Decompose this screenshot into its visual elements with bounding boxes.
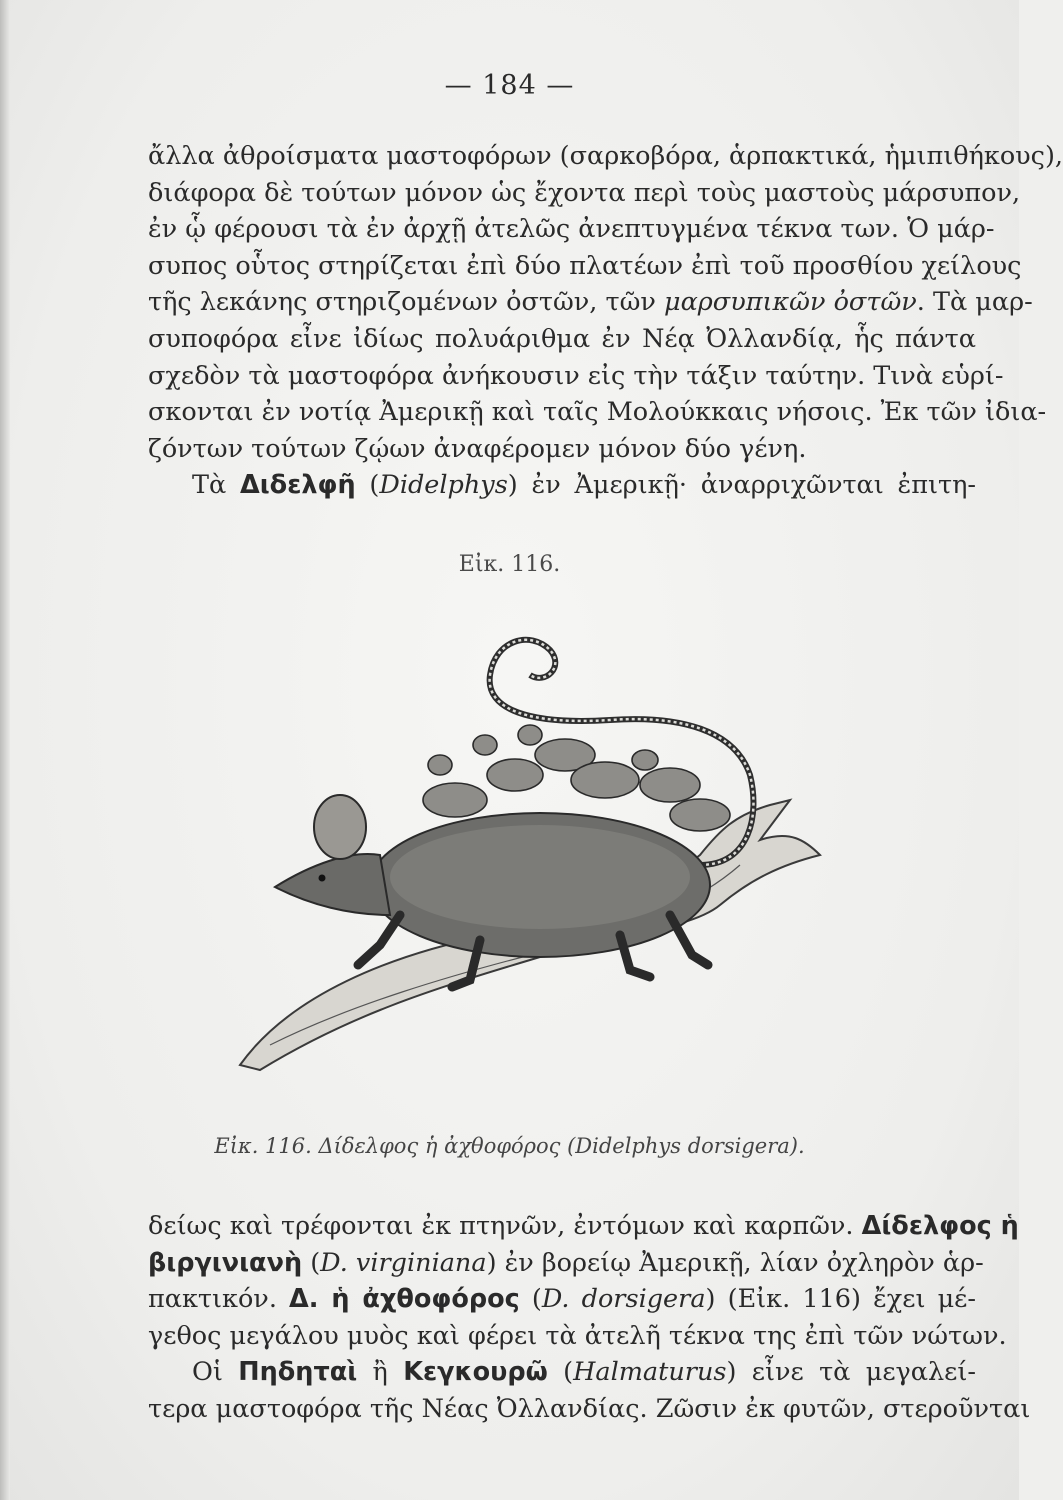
text-line: τερα μαστοφόρα τῆς Νέας Ὀλλανδίας. Ζῶσιν ἐκ φυτῶν, στεροῦνται xyxy=(148,1393,1031,1424)
page-number: — 184 — xyxy=(444,70,575,101)
bold-genus-name: Πηδηταὶ xyxy=(238,1357,358,1388)
bold-species-name: Δίδελφος ἡ xyxy=(861,1211,1019,1241)
opossum-illustration xyxy=(230,615,820,1085)
text-line: σχεδὸν τὰ μαστοφόρα ἀνήκουσιν εἰς τὴν τάξιν ταύτην. Τινὰ εὑρί- xyxy=(148,360,1004,391)
text-line: ζόντων τούτων ζῴων ἀναφέρομεν μόνον δύο γένη. xyxy=(148,433,807,464)
text-line: δείως καὶ τρέφονται ἐκ πτηνῶν, ἐντόμων καὶ καρπῶν. Δίδελφος ἡ xyxy=(148,1211,1019,1241)
figure-caption: Εἰκ. 116. Δίδελφος ἡ ἀχθοφόρος (Didelphys dorsigera). xyxy=(214,1134,805,1158)
bold-species-name: Δ. ἡ ἀχθοφόρος xyxy=(289,1284,520,1315)
bold-species-name: βιργινιανὴ xyxy=(148,1247,303,1278)
text-line: πακτικόν. Δ. ἡ ἀχθοφόρος (D. dorsigera) (Εἰκ. 116) ἔχει μέ- xyxy=(148,1284,976,1315)
bold-genus-name: Διδελφῆ xyxy=(240,470,356,501)
text-line: συπος οὗτος στηρίζεται ἐπὶ δύο πλατέων ἐπὶ τοῦ προσθίου χείλους xyxy=(148,250,1022,281)
italic-latin-name: D. virginiana xyxy=(320,1247,487,1278)
text-line: Τὰ Διδελφῆ (Didelphys) ἐν Ἀμερικῇ· ἀναρριχῶνται ἐπιτη- xyxy=(192,470,976,501)
figure-label: Εἰκ. 116. xyxy=(458,552,561,577)
text-line: ἄλλα ἀθροίσματα μαστοφόρων (σαρκοβόρα, ἁρπακτικά, ἡμιπιθήκους), xyxy=(148,141,1063,171)
italic-latin-name: Halmaturus xyxy=(573,1357,727,1388)
text-line: διάφορα δὲ τούτων μόνον ὡς ἔχοντα περὶ τοὺς μαστοὺς μάρσυπον, xyxy=(148,177,1021,208)
text-line: Οἱ Πηδηταὶ ἢ Κεγκουρῶ (Halmaturus) εἶνε τὰ μεγαλεί- xyxy=(192,1357,976,1388)
page-binding-edge xyxy=(0,0,10,1500)
top-paragraph xyxy=(148,138,1063,504)
italic-latin-name: D. dorsigera xyxy=(541,1284,706,1315)
text-line: βιργινιανὴ (D. virginiana) ἐν βορείῳ Ἀμερικῇ, λίαν ὀχληρὸν ἁρ- xyxy=(148,1247,984,1278)
bottom-paragraph xyxy=(148,1208,1031,1428)
text-line: συποφόρα εἶνε ἰδίως πολυάριθμα ἐν Νέᾳ Ὀλλανδίᾳ, ἧς πάντα xyxy=(148,323,976,354)
italic-term: μαρσυπικῶν ὀστῶν xyxy=(664,287,917,318)
bold-genus-name: Κεγκουρῶ xyxy=(403,1357,548,1388)
text-line: ἐν ᾧ φέρουσι τὰ ἐν ἀρχῇ ἀτελῶς ἀνεπτυγμένα τέκνα των. Ὁ μάρ- xyxy=(148,214,995,245)
text-line: σκονται ἐν νοτίᾳ Ἀμερικῇ καὶ ταῖς Μολούκκαις νήσοις. Ἐκ τῶν ἰδια- xyxy=(148,397,1047,428)
opossum-head xyxy=(275,854,390,915)
text-line: γεθος μεγάλου μυὸς καὶ φέρει τὰ ἀτελῆ τέκνα της ἐπὶ τῶν νώτων. xyxy=(148,1320,1007,1351)
text-line: τῆς λεκάνης στηριζομένων ὀστῶν, τῶν μαρσυπικῶν ὀστῶν. Τὰ μαρ- xyxy=(148,287,1033,318)
italic-latin-name: Didelphys xyxy=(379,470,508,501)
